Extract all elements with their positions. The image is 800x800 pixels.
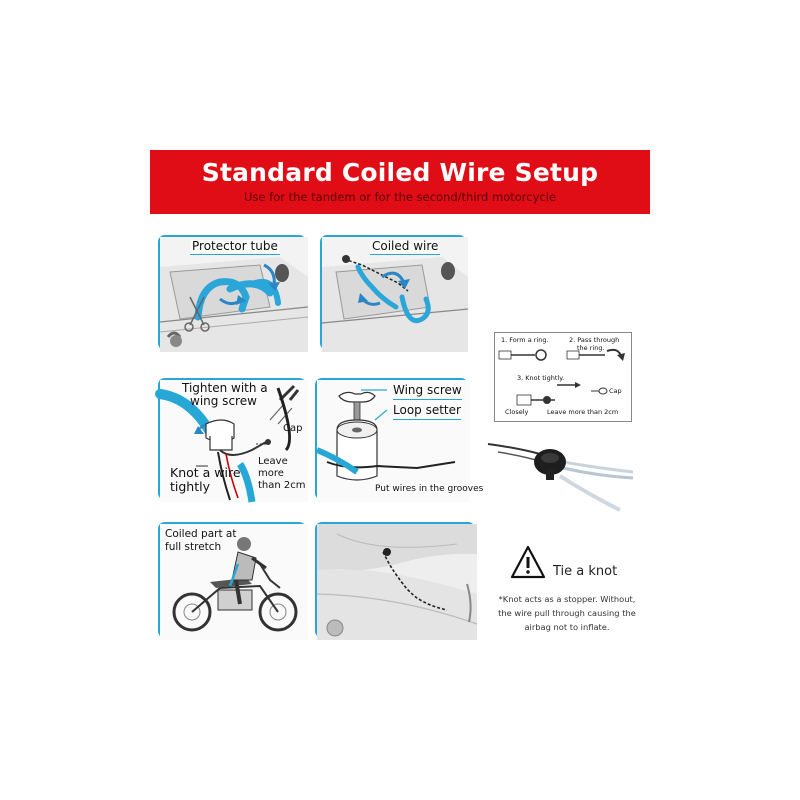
stretch-label-line2: full stretch [165,541,222,553]
leave-label-line3: than 2cm [258,480,306,491]
full-stretch-panel [158,522,306,638]
wing-screw-panel [315,378,484,500]
knot-note-line1: *Knot acts as a stopper. Without, [498,594,636,604]
title-banner [150,150,650,214]
warning-icon [510,545,546,584]
seat-panel [315,522,475,638]
tighten-panel [158,378,306,500]
coiled-wire-label: Coiled wire [372,239,439,253]
tighten-label-line2: wing screw [190,394,257,408]
protector-tube-panel [158,235,306,350]
grooves-label: Put wires in the grooves [375,484,484,494]
loop-setter-photo-illustration [488,432,638,512]
protector-tube-label: Protector tube [192,239,278,253]
knot-label-line2: tightly [170,479,211,494]
knot-step-3: 3. Knot tightly. [517,374,565,382]
knot-note-line3: airbag not to inflate. [524,622,610,632]
knot-steps-diagram [494,332,632,422]
knot-leave-label: Leave more than 2cm [547,408,619,416]
knot-label-line1: Knot a wire [170,465,241,480]
page-title: Standard Coiled Wire Setup [201,158,599,187]
knot-step-2-line1: 2. Pass through [569,336,620,344]
seat-coil-illustration [317,524,477,640]
leave-label-line1: Leave [258,456,288,467]
cap-label: Cap [283,423,303,434]
tie-a-knot-label: Tie a knot [553,564,618,579]
knot-step-1: 1. Form a ring. [501,336,549,344]
wing-screw-label: Wing screw [393,384,462,400]
loop-setter-label: Loop setter [393,404,461,420]
knot-note [492,592,642,634]
leave-label-line2: more [258,468,284,479]
coiled-wire-panel [320,235,466,350]
page-subtitle: Use for the tandem or for the second/third motorcycle [244,190,556,204]
knot-closely-label: Closely [505,408,529,416]
knot-cap-label: Cap [609,387,622,395]
knot-step-2-line2: the ring. [577,344,605,352]
tighten-label-line1: Tighten with a [182,381,268,395]
loop-setter-photo [488,432,638,512]
knot-note-line2: the wire pull through causing the [498,608,636,618]
stretch-label-line1: Coiled part at [165,528,237,540]
